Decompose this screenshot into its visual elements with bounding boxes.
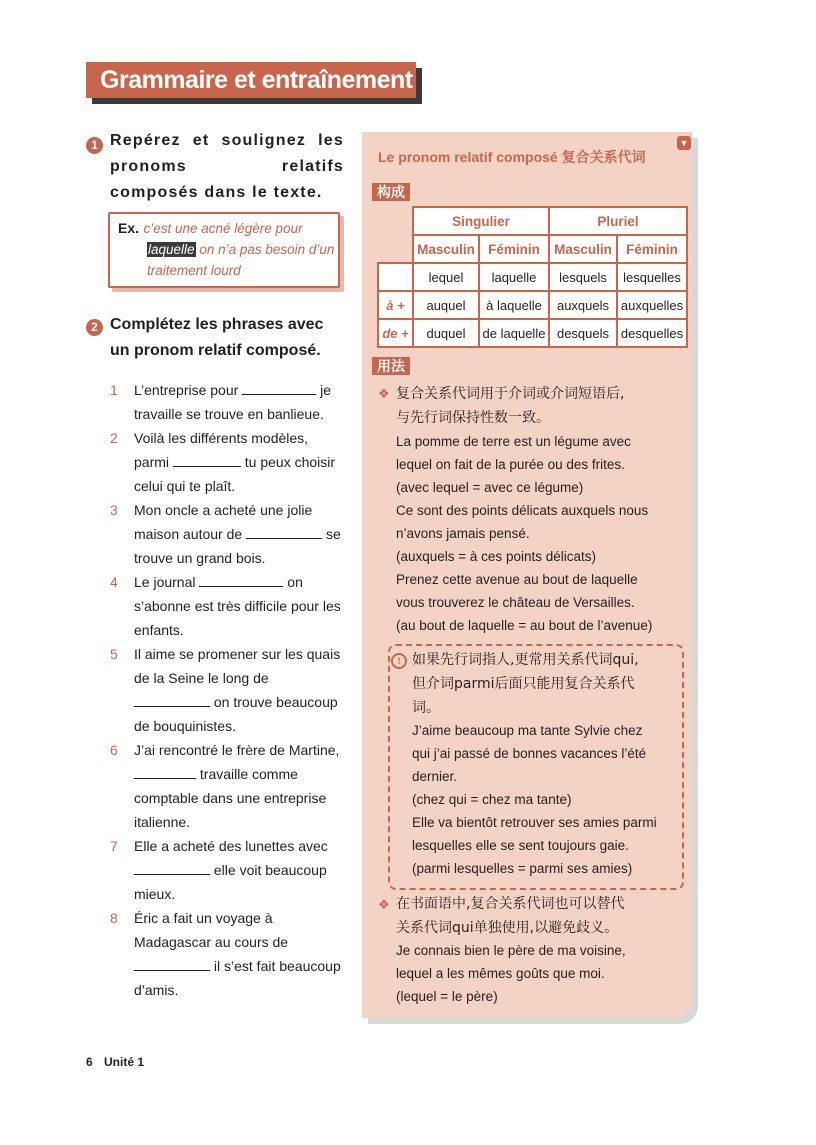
exercise-2-number: 2 [86,319,103,336]
usage-tag: 用法 [372,357,410,375]
table-sub-header: Masculin [549,235,617,263]
example-text-after: on n’a pas besoin d’un traitement lourd [147,242,335,278]
item-text: Voilà les différents modèles, parmi tu peux choisir celui qui te plaît. [134,430,336,494]
usage-2-examples: Je connais bien le père de ma voisine, lequel a les mêmes goûts que moi. (lequel = le père) [396,943,626,1004]
tip-examples: J’aime beaucoup ma tante Sylvie chez qui j’ai passé de bonnes vacances l’été dernier. (chez qui = chez ma tante) Elle va bientôt retrouver ses amies parmi lesquelles elle se sent toujours gaie. (parmi lesquelles = parmi ses amies) [412,723,657,876]
item-text: Éric a fait un voyage à Madagascar au cours de il s’est fait beaucoup d’amis. [134,910,341,998]
diamond-bullet-icon: ❖ [378,897,390,912]
exercise-1-number: 1 [86,137,103,154]
table-cell: à laquelle [479,291,549,319]
item-number: 3 [110,502,118,518]
table-cell: auxquelles [617,291,687,319]
usage-1-rule: 复合关系代词用于介词或介词短语后, 与先行词保持性数一致。 [396,386,625,426]
example-box [108,212,340,288]
exercise-1-instruction: Repérez et soulignez les pronoms relatifs composés dans le texte. [110,132,344,201]
table-sub-header: Masculin [413,235,479,263]
tip-rule: 如果先行词指人,更常用关系代词qui, 但介词parmi后面只能用复合关系代 词。 [412,652,639,716]
unit-label: Unité 1 [104,1055,145,1069]
table-cell: lequel [413,263,479,291]
answer-blank[interactable] [134,860,210,875]
list-item [110,378,346,426]
answer-blank[interactable] [134,692,210,707]
item-number: 6 [110,742,118,758]
example-label: Ex. [118,220,140,236]
formation-tag: 构成 [372,183,410,201]
usage-1-examples: La pomme de terre est un légume avec lequel on fait de la purée ou des frites. (avec lequel = avec ce légume) Ce sont des points délicats auxquels nous n’avons jamais pensé. (auxquels = à ces points délicats) Prenez cette avenue au bout de laquelle vous trouverez le château de Versailles. (au bout de laquelle = au bout de l’avenue) [396,434,653,633]
page-number: 6 [86,1055,93,1069]
table-group-header: Pluriel [549,207,687,235]
list-item [110,906,346,1002]
item-number: 4 [110,574,118,590]
item-number: 7 [110,838,118,854]
list-item [110,738,346,834]
item-number: 1 [110,382,118,398]
item-number: 8 [110,910,118,926]
example-text-before: c’est une acné légère pour [143,221,303,236]
list-item [110,498,346,570]
table-cell: duquel [413,319,479,347]
table-row: de + duquel de laquelle desquels desquelles [378,319,687,347]
table-cell: laquelle [479,263,549,291]
table-row [378,263,687,291]
answer-blank[interactable] [246,524,322,539]
table-row: à + auquel à laquelle auxquels auxquelles [378,291,687,319]
list-item [110,426,346,498]
exercise-2-list [110,378,346,1002]
item-text: Elle a acheté des lunettes avec elle voit beaucoup mieux. [134,838,328,902]
page-title: Grammaire et entraînement [86,62,416,98]
answer-blank[interactable] [242,380,316,395]
table-cell: desquelles [617,319,687,347]
list-item [110,570,346,642]
item-text: Le journal on s’abonne est très difficile pour les enfants. [134,574,341,638]
item-text: L’entreprise pour je travaille se trouve en banlieue. [134,382,331,422]
table-cell: auquel [413,291,479,319]
example-highlight: laquelle [148,242,195,257]
table-sub-header: Féminin [479,235,549,263]
answer-blank[interactable] [199,572,283,587]
item-number: 2 [110,430,118,446]
item-text: Il aime se promener sur les quais de la Seine le long de on trouve beaucoup de bouquinistes. [134,646,341,734]
exercise-2-instruction: Complétez les phrases avec un pronom relatif composé. [110,316,324,359]
item-number: 5 [110,646,118,662]
item-text: J’ai rencontré le frère de Martine, travaille comme comptable dans une entreprise italienne. [134,742,340,830]
chevron-down-icon: ▼ [677,136,691,150]
answer-blank[interactable] [173,452,241,467]
table-sub-header: Féminin [617,235,687,263]
table-cell: desquels [549,319,617,347]
table-cell: lesquelles [617,263,687,291]
table-cell: auxquels [549,291,617,319]
table-cell: de laquelle [479,319,549,347]
item-text: Mon oncle a acheté une jolie maison autour de se trouve un grand bois. [134,502,341,566]
answer-blank[interactable] [134,956,210,971]
conjugation-table [377,206,688,348]
lightbulb-icon: ! [391,653,407,669]
table-group-header: Singulier [413,207,549,235]
panel-title: Le pronom relatif composé 复合关系代词 [378,149,646,165]
usage-2-rule: 在书面语中,复合关系代词也可以替代 关系代词qui单独使用,以避免歧义。 [396,896,625,936]
table-cell: lesquels [549,263,617,291]
diamond-bullet-icon: ❖ [378,386,390,401]
list-item [110,834,346,906]
answer-blank[interactable] [134,764,196,779]
list-item [110,642,346,738]
